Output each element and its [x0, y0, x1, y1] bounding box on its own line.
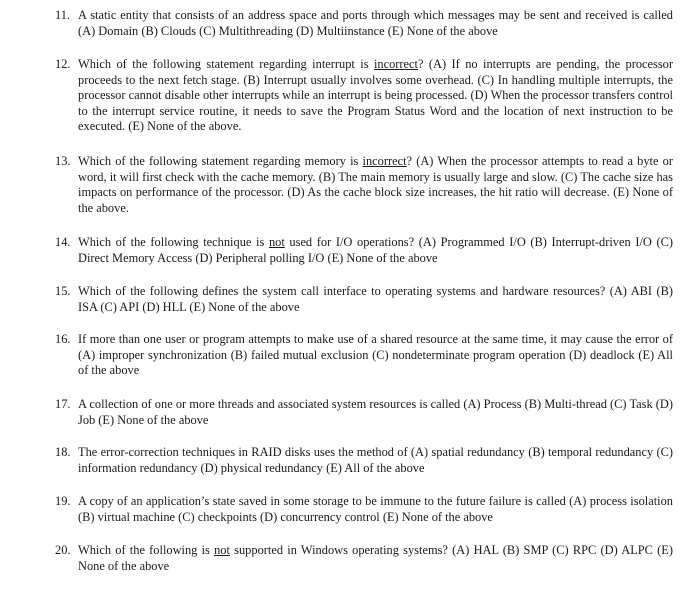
emphasis-underline: not [268, 235, 285, 249]
question-text: Which of the following technique is not used for I/O operations? (A) Programmed I/O (B) Interrupt-driven I/O (C) Direct Memory Access (D) Peripheral polling I/O (E) None of the above [78, 235, 674, 265]
question-text: A copy of an application’s state saved in some storage to be immune to the future failure is called (A) process isolation (B) virtual machine (C) checkpoints (D) concurrency control (E) None of the above [78, 494, 673, 524]
question-15 [55, 284, 673, 315]
question-13 [55, 154, 673, 216]
question-14 [55, 235, 673, 266]
emphasis-underline: not [214, 543, 230, 557]
question-number: 16. [55, 332, 71, 346]
question-17 [55, 397, 673, 428]
question-12 [55, 57, 673, 135]
question-number: 15. [55, 284, 71, 298]
question-number: 17. [55, 397, 71, 411]
question-text: Which of the following statement regarding interrupt is incorrect? (A) If no interrupts are pending, the processor proceeds to the next fetch stage. (B) Interrupt usually involves some overhead. (C) In handling multiple interrupts, the processor cannot disable other interrupts while an interrupt is being processed. (D) When the processor transfers control to the interrupt service routine, it needs to save the Program Status Word and the location of next instruction to be executed. (E) None of the above. [78, 57, 673, 134]
question-number: 14. [55, 235, 71, 249]
question-text: If more than one user or program attempts to make use of a shared resource at the same time, it may cause the error of (A) improper synchronization (B) failed mutual exclusion (C) nondeterminate program operation (D) deadlock (E) All of the above [78, 332, 673, 378]
question-19 [55, 494, 673, 525]
question-text: Which of the following is not supported in Windows operating systems? (A) HAL (B) SMP (C) RPC (D) ALPC (E) None of the above [78, 543, 673, 573]
question-number: 19. [55, 494, 71, 508]
question-number: 11. [55, 8, 71, 22]
question-text: A collection of one or more threads and associated system resources is called (A) Process (B) Multi-thread (C) Task (D) Job (E) None of the above [78, 397, 673, 427]
question-18 [55, 445, 673, 476]
question-number: 13. [55, 154, 71, 168]
emphasis-underline: incorrect [362, 154, 407, 168]
question-16 [55, 332, 673, 379]
question-text: Which of the following statement regarding memory is incorrect? (A) When the processor attempts to read a byte or word, it will first check with the cache memory. (B) The main memory is usually large and slow. (C) The cache size has impacts on performance of the processor. (D) As the cache block size increases, the hit ratio will decrease. (E) None of the above. [78, 154, 673, 215]
question-text: A static entity that consists of an address space and ports through which messages may be sent and received is called (A) Domain (B) Clouds (C) Multithreading (D) Multiinstance (E) None of the above [78, 8, 673, 38]
question-number: 18. [55, 445, 71, 459]
question-text: The error-correction techniques in RAID disks uses the method of (A) spatial redundancy (B) temporal redundancy (C) information redundancy (D) physical redundancy (E) All of the above [78, 445, 673, 475]
question-20 [55, 543, 673, 574]
question-number: 20. [55, 543, 71, 557]
question-11 [55, 8, 673, 39]
question-number: 12. [55, 57, 71, 71]
emphasis-underline: incorrect [373, 57, 418, 71]
question-text: Which of the following defines the system call interface to operating systems and hardware resources? (A) ABI (B) ISA (C) API (D) HLL (E) None of the above [78, 284, 673, 314]
